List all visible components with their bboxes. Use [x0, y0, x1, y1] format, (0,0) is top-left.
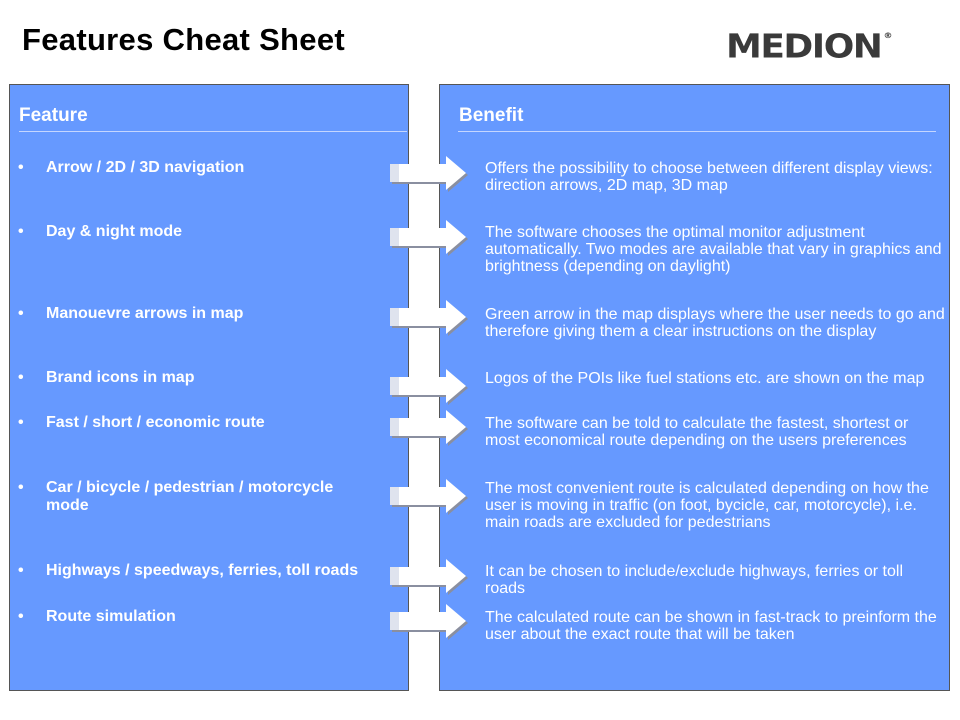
bullet: • — [18, 305, 24, 322]
benefit-heading: Benefit — [459, 105, 524, 126]
arrow-right-icon — [390, 409, 470, 449]
bullet: • — [18, 414, 24, 431]
feature-item — [18, 479, 378, 515]
benefit-text: The software can be told to calculate the fastest, shortest or most economical route depending on the users preferences — [485, 415, 909, 449]
feature-text: Arrow / 2D / 3D navigation — [46, 159, 245, 176]
bullet: • — [18, 562, 24, 579]
page-title: Features Cheat Sheet — [22, 22, 345, 57]
feature-item — [18, 414, 378, 432]
benefit-text: The software chooses the optimal monitor adjustment automatically. Two modes are available that vary in graphics and brightness (depending on daylight) — [485, 224, 942, 275]
arrow-right-icon — [390, 603, 470, 643]
benefit-text: It can be chosen to include/exclude highways, ferries or toll roads — [485, 563, 904, 597]
feature-text: Fast / short / economic route — [46, 414, 265, 431]
feature-item — [18, 159, 378, 177]
arrow-right-icon — [390, 368, 470, 408]
benefit-text: Offers the possibility to choose between different display views: direction arrows, 2D map, 3D map — [485, 160, 933, 194]
arrow-right-icon — [390, 155, 470, 195]
feature-text: Manouevre arrows in map — [46, 305, 244, 322]
benefit-text: Green arrow in the map displays where the user needs to go and therefore giving them a clear instructions on the display — [485, 306, 945, 340]
feature-text: Highways / speedways, ferries, toll roads — [46, 562, 359, 579]
feature-heading: Feature — [19, 105, 88, 126]
bullet: • — [18, 223, 24, 240]
benefit-text: Logos of the POIs like fuel stations etc. are shown on the map — [485, 370, 925, 387]
feature-text: Car / bicycle / pedestrian / motorcycle mode — [46, 479, 334, 514]
feature-item — [18, 369, 378, 387]
benefit-text: The most convenient route is calculated depending on how the user is moving in traffic (on foot, bycicle, car, motorcycle), i.e. main roads are excluded for pedestrians — [485, 480, 929, 531]
feature-text: Brand icons in map — [46, 369, 195, 386]
feature-item — [18, 305, 378, 323]
registered-mark: ® — [883, 31, 893, 41]
arrow-right-icon — [390, 478, 470, 518]
logo-text: MEDION — [726, 28, 882, 66]
feature-item — [18, 608, 378, 626]
arrow-right-icon — [390, 558, 470, 598]
feature-item — [18, 223, 378, 241]
feature-text: Day & night mode — [46, 223, 183, 240]
bullet: • — [18, 608, 24, 625]
benefit-text: The calculated route can be shown in fast-track to preinform the user about the exact route that will be taken — [485, 609, 937, 643]
arrow-right-icon — [390, 219, 470, 259]
benefit-heading-rule — [458, 131, 936, 132]
medion-logo — [726, 28, 893, 66]
arrow-right-icon — [390, 299, 470, 339]
feature-heading-rule — [19, 131, 407, 132]
bullet: • — [18, 479, 24, 496]
bullet: • — [18, 159, 24, 176]
feature-text: Route simulation — [46, 608, 176, 625]
bullet: • — [18, 369, 24, 386]
feature-item — [18, 562, 378, 580]
